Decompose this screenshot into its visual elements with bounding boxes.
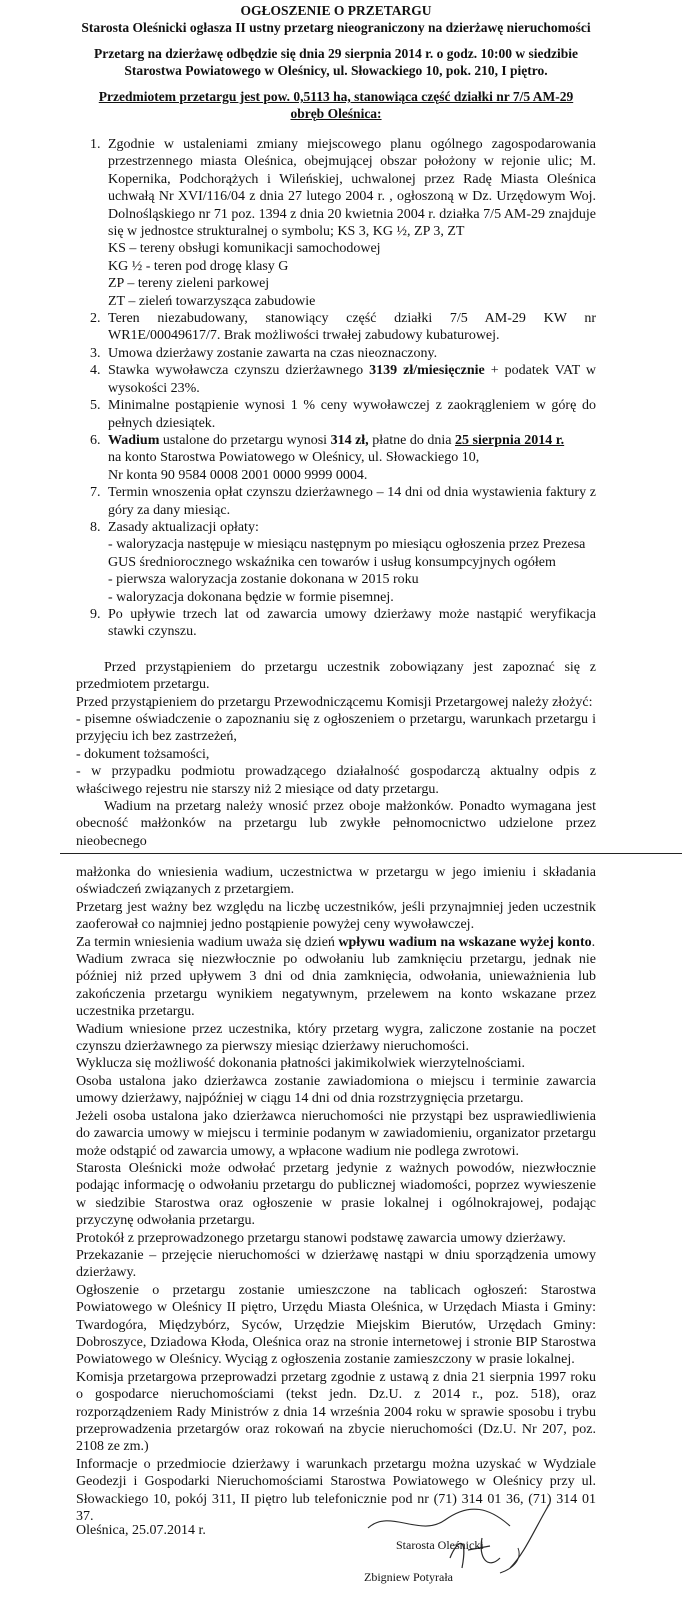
signer-title: Starosta Oleśnicki — [396, 1538, 484, 1552]
paragraph: Przed przystąpieniem do przetargu uczestnik zobowiązany jest zapoznać się z przedmiotem przetargu. — [76, 659, 596, 693]
deposit-account-holder: na konto Starostwa Powiatowego w Oleśnicy, ul. Słowackiego 10, — [108, 450, 480, 466]
paragraph: Przed przystąpieniem do przetargu Przewodniczącemu Komisji Przetargowej należy złożyć: — [76, 694, 593, 710]
auction-subject-line-2: obręb Oleśnica: — [290, 106, 382, 121]
paragraph: Przetarg jest ważny bez względu na liczbę uczestników, jeśli przynajmniej jeden uczestnik zaoferował co najmniej jedno postąpienie powyżej ceny wywoławczej. — [76, 899, 596, 933]
place-and-date: Oleśnica, 25.07.2014 r. — [76, 1523, 206, 1538]
paragraph: Wadium na przetarg należy wnosić przez oboje małżonków. Ponadto wymagana jest obecność małżonków na przetargu lub zwykłe pełnomocnictwo udzielone przez nieobecnego — [76, 799, 596, 849]
list-item — [104, 397, 596, 432]
item-7-text: Termin wnoszenia opłat czynszu dzierżawnego – 14 dni od dnia wystawienia faktury z góry za dany miesiąc. — [108, 485, 596, 518]
requirement-item: - dokument tożsamości, — [76, 746, 210, 762]
document-title: OGŁOSZENIE O PRZETARGU — [240, 3, 432, 18]
paragraph: Osoba ustalona jako dzierżawca zostanie zawiadomiona o miejscu i terminie zawarcia umowy dzierżawy, najpóźniej w ciągu 14 dni od dnia rozstrzygnięcia przetargu. — [76, 1073, 596, 1107]
item-2-text: Teren niezabudowany, stanowiący część działki 7/5 AM-29 KW nr WR1E/00049617/7. Brak możliwości trwałej zabudowy kubaturowej. — [108, 311, 596, 344]
paragraph: Starosta Oleśnicki może odwołać przetarg jedynie z ważnych powodów, niezwłocznie podając informację o odwołaniu przetargu do publicznej wiadomości, poprzez wywieszenie w siedzibie Starostwa oraz ogłoszenie w prasie lokalnej i ogólnokrajowej, podając przyczynę odwołania przetargu. — [76, 1160, 596, 1229]
item-4-vat: + podatek VAT w wysokości 23%. — [108, 363, 596, 396]
paragraph — [76, 934, 596, 951]
deposit-date-text: Za termin wniesienia wadium uważa się dzień — [76, 934, 335, 950]
indexation-rule-1: - waloryzacja następuje w miesiącu następnym po miesiącu ogłoszenia przez Prezesa GUS średniorocznego wskaźnika cen towarów i usług konsumpcyjnych ogółem — [108, 537, 586, 570]
zone-zp: ZP – tereny zieleni parkowej — [108, 276, 270, 292]
indexation-rule-2: - pierwsza waloryzacja zostanie dokonana w 2015 roku — [108, 572, 419, 588]
deposit-account-number: Nr konta 90 9584 0008 2001 0000 9999 0004. — [108, 467, 368, 483]
deposit-date-end: . — [591, 934, 596, 950]
item-4-text: Stawka wywoławcza czynszu dzierżawnego — [108, 363, 364, 379]
paragraph: małżonka do wniesienia wadium, uczestnictwa w przetargu w jego imieniu i składania oświadczeń związanych z przetargiem. — [76, 865, 596, 898]
paragraph: Komisja przetargowa przeprowadzi przetarg zgodnie z ustawą z dnia 21 sierpnia 1997 roku o gospodarce nieruchomościami (tekst jedn. Dz.U. z 2014 r., poz. 518), oraz rozporządzeniem Rady Ministrów z dnia 14 września 2004 roku w sprawie sposobu i trybu przeprowadzenia przetargów oraz rokowań na zbycie nieruchomości (Dz.U. Nr 207, poz. 2108 ze zm.) — [76, 1369, 596, 1455]
list-item — [104, 484, 596, 519]
item-1-text: Zgodnie w ustaleniami zmiany miejscowego planu ogólnego zagospodarowania przestrzennego miasta Oleśnica, obejmującej obszar położony w rejonie ulic; M. Kopernika, Podchorążych i Wileńskiej, uchwalonej przez Radę Miasta Oleśnica uchwałą Nr XVI/116/04 z dnia 27 lutego 2004 r. , ogłoszoną w Dz. Urzędowym Woj. Dolnośląskiego nr 71 poz. 1394 z dnia 20 kwietnia 2004 r. działka 7/5 AM-29 znajduje się w jednostce strukturalnej o symbolu; KS 3, KG ½, ZP 3, ZT — [108, 137, 596, 240]
starting-rent: 3139 zł/miesięcznie — [369, 363, 485, 379]
paragraph: Informacje o przedmiocie dzierżawy i warunkach przetargu można uzyskać w Wydziale Geodezji i Gospodarki Nieruchomościami Starostwa Powiatowego w Oleśnicy przy ul. Słowackiego 10, pokój 311, II piętro lub telefonicznie pod nr (71) 314 01 36, (71) 314 01 37. — [76, 1456, 596, 1525]
deposit-amount: 314 zł, — [330, 432, 369, 448]
item-5-text: Minimalne postąpienie wynosi 1 % ceny wywoławczej z zaokrągleniem w górę do pełnych dziesiątek. — [108, 398, 596, 431]
document-sheet-upper — [76, 2, 596, 850]
item-8-text: Zasady aktualizacji opłaty: — [108, 519, 259, 535]
list-item — [104, 432, 596, 484]
deposit-deadline: 25 sierpnia 2014 r. — [455, 432, 565, 448]
document-subtitle: Starosta Oleśnicki ogłasza II ustny przetarg nieograniczony na dzierżawę nieruchomości — [81, 20, 591, 35]
paragraph: Jeżeli osoba ustalona jako dzierżawca nieruchomości nie przystąpi bez usprawiedliwienia do zawarcia umowy w miejscu i terminie podanym w zawiadomieniu, organizator przetargu może odstąpić od zawarcia umowy, a wpłacone wadium nie podlega zwrotowi. — [76, 1108, 596, 1159]
item-3-text: Umowa dzierżawy zostanie zawarta na czas nieoznaczony. — [108, 345, 438, 361]
paragraph: Wadium zwraca się niezwłocznie po odwołaniu lub zamknięciu przetargu, jednak nie później niż przed upływem 3 dni od dnia zamknięcia, odwołania, unieważnienia lub zakończenia przetargu wynikiem negatywnym, przelewem na konto wskazane przez uczestnika przetargu. — [76, 952, 596, 1020]
list-item — [104, 606, 596, 641]
item-6-due: płatne do dnia — [372, 432, 452, 448]
list-item — [104, 310, 596, 345]
deposit-date-emphasis: wpływu wadium na wskazane wyżej konto — [338, 934, 592, 950]
page-divider — [60, 853, 682, 854]
list-item — [104, 345, 596, 362]
requirement-item: - w przypadku podmiotu prowadzącego działalność gospodarczą aktualny odpis z właściwego rejestru nie starszy niż 2 miesiące od daty przetargu. — [76, 764, 596, 797]
zone-kg: KG ½ - teren pod drogę klasy G — [108, 258, 289, 274]
deposit-label: Wadium — [108, 432, 160, 448]
indexation-rule-3: - waloryzacja dokonana będzie w formie pisemnej. — [108, 589, 394, 605]
paragraph: Protokół z przeprowadzonego przetargu stanowi podstawę zawarcia umowy dzierżawy. — [76, 1230, 566, 1246]
requirement-item: - pisemne oświadczenie o zapoznaniu się z ogłoszeniem o przetargu, warunkach przetargu i przyjęciu ich bez zastrzeżeń, — [76, 712, 596, 745]
zone-ks: KS – tereny obsługi komunikacji samochodowej — [108, 241, 381, 257]
paragraph: Wadium wniesione przez uczestnika, który przetarg wygra, zaliczone zostanie na poczet czynszu dzierżawnego za pierwszy miesiąc dzierżawy nieruchomości. — [76, 1021, 596, 1055]
auction-subject-line-1: Przedmiotem przetargu jest pow. 0,5113 ha, stanowiąca część działki nr 7/5 AM-29 — [98, 89, 574, 104]
list-item — [104, 136, 596, 310]
auction-date-line-1: Przetarg na dzierżawę odbędzie się dnia 29 sierpnia 2014 r. o godz. 10:00 w siedzibie — [94, 46, 578, 61]
auction-date-line-2: Starostwa Powiatowego w Oleśnicy, ul. Słowackiego 10, pok. 210, I piętro. — [124, 63, 548, 78]
item-6-text: ustalone do przetargu wynosi — [162, 432, 328, 448]
zone-zt: ZT – zieleń towarzysząca zabudowie — [108, 293, 316, 309]
list-item — [104, 519, 596, 606]
signer-name: Zbigniew Potyrała — [364, 1570, 453, 1584]
document-sheet-lower — [76, 864, 596, 1525]
list-item — [104, 362, 596, 397]
conditions-list — [76, 136, 596, 641]
paragraph: Wyklucza się możliwość dokonania płatności jakimikolwiek wierzytelnościami. — [76, 1056, 525, 1072]
paragraph: Ogłoszenie o przetargu zostanie umieszczone na tablicach ogłoszeń: Starostwa Powiatowego w Oleśnicy II piętro, Urzędu Miasta Oleśnica, w Urzędach Miasta i Gminy: Twardogóra, Międzybórz, Syców, Urzędzie Miejskim Bierutów, Urzędach Gminy: Dobroszyce, Dziadowa Kłoda, Oleśnica oraz na stronie internetowej i stronie BIP Starostwa Powiatowego w Oleśnicy. Wyciąg z ogłoszenia zostanie zamieszczony w prasie lokalnej. — [76, 1282, 596, 1368]
paragraph: Przekazanie – przejęcie nieruchomości w dzierżawę nastąpi w dniu sporządzenia umowy dzierżawy. — [76, 1247, 596, 1281]
item-9-text: Po upływie trzech lat od zawarcia umowy dzierżawy może nastąpić weryfikacja stawki czynszu. — [108, 606, 596, 640]
